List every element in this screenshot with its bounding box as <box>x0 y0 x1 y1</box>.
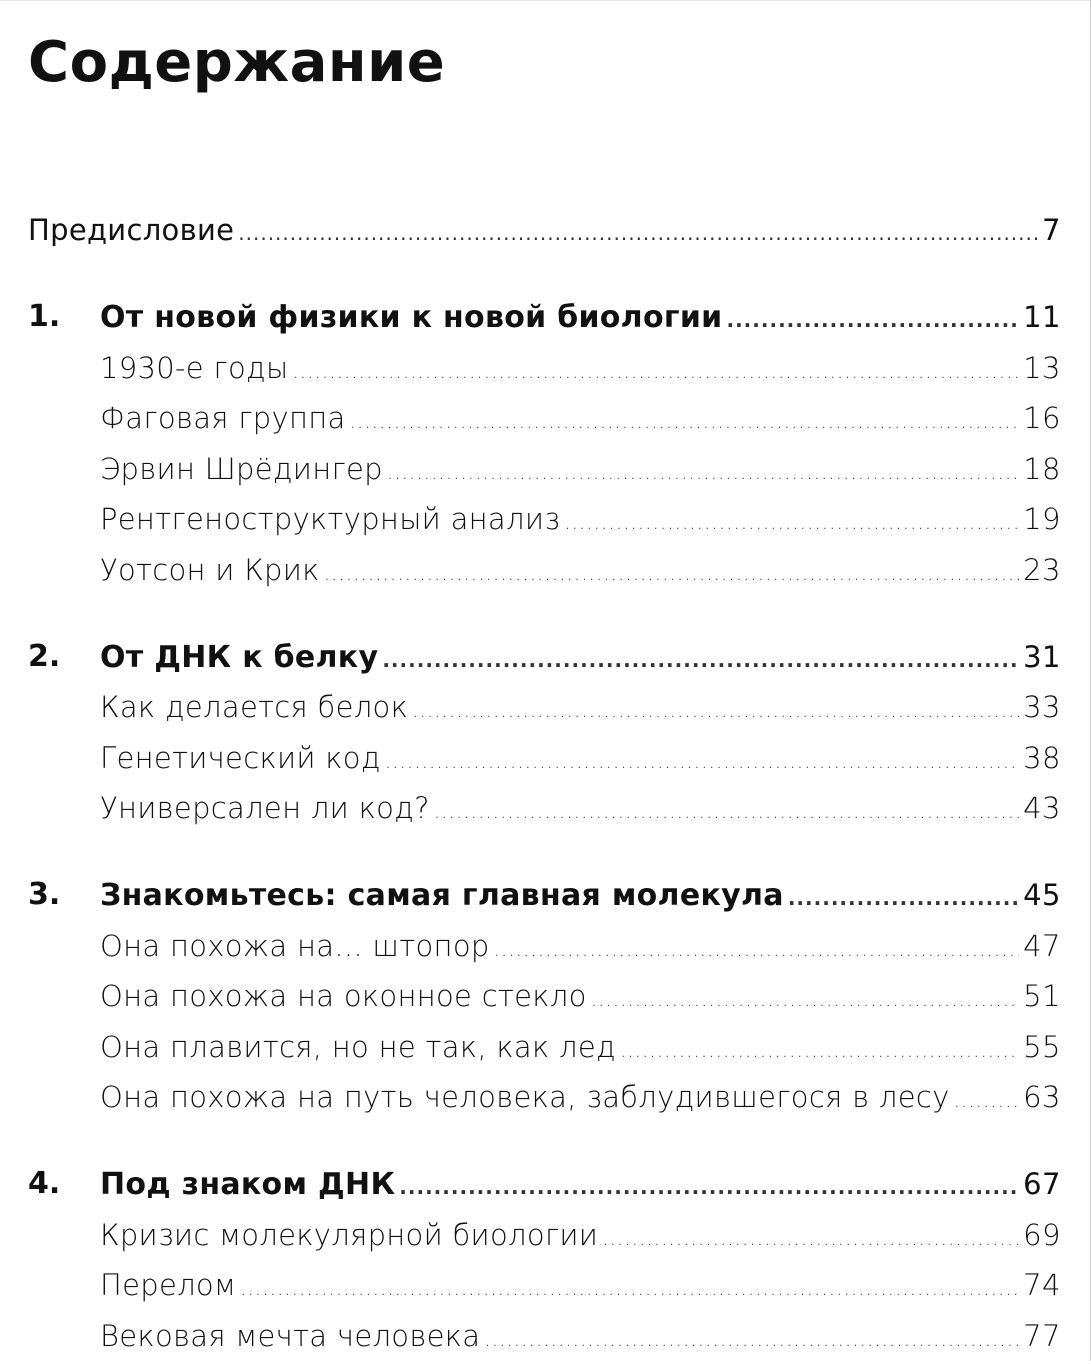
toc-page-number: 55 <box>1023 1029 1061 1064</box>
toc-page-number: 45 <box>1023 878 1061 912</box>
section-title: Она плавится, но не так, как лед <box>100 1029 616 1064</box>
toc-section[interactable] <box>0 971 1091 1022</box>
chapter-title: Знакомьтесь: самая главная молекула <box>100 878 784 913</box>
toc-section[interactable] <box>0 733 1091 784</box>
toc-section[interactable] <box>0 1260 1091 1311</box>
toc-section[interactable] <box>0 393 1091 444</box>
toc-section[interactable] <box>0 921 1091 972</box>
chapter-spacer <box>0 834 1091 871</box>
toc-page-number: 13 <box>1023 350 1061 385</box>
toc-entry-label: Предисловие <box>28 213 235 247</box>
dot-leader <box>788 873 1019 923</box>
toc-page-number: 16 <box>1023 401 1061 435</box>
dot-leader <box>434 786 1019 836</box>
toc-page-number: 19 <box>1023 502 1061 536</box>
chapter-number: 3. <box>28 877 61 912</box>
section-title: Уотсон и Крик <box>100 552 320 587</box>
dot-leader <box>324 548 1019 598</box>
toc-page-number: 31 <box>1023 639 1061 674</box>
section-title: Она похожа на путь человека, заблудившегося в лесу <box>100 1080 950 1114</box>
toc-page-number: 18 <box>1023 451 1061 486</box>
dot-leader <box>564 497 1019 547</box>
dot-leader <box>484 1314 1019 1364</box>
section-title: Эрвин Шрёдингер <box>100 451 383 486</box>
section-title: Рентгеноструктурный анализ <box>100 502 561 536</box>
dot-leader <box>399 1162 1019 1212</box>
toc-page-number: 74 <box>1023 1268 1061 1302</box>
chapter-number: 4. <box>28 1166 61 1201</box>
dot-leader <box>954 1075 1020 1125</box>
toc-section[interactable] <box>0 1210 1091 1261</box>
section-title: Фаговая группа <box>100 401 346 435</box>
toc-chapter-4[interactable] <box>0 1159 1091 1210</box>
section-title: Вековая мечта человека <box>100 1318 481 1353</box>
section-title: Перелом <box>100 1268 237 1302</box>
toc-section[interactable] <box>0 343 1091 394</box>
toc-page-number: 38 <box>1023 740 1061 775</box>
section-title: 1930-е годы <box>100 350 289 385</box>
dot-leader <box>292 346 1019 396</box>
chapter-title: От новой физики к новой биологии <box>100 300 723 335</box>
section-title: Она похожа на оконное стекло <box>100 979 587 1013</box>
dot-leader <box>602 1213 1019 1263</box>
dot-leader <box>591 974 1019 1024</box>
dot-leader <box>385 736 1019 786</box>
dot-leader <box>350 396 1020 446</box>
dot-leader <box>238 208 1038 258</box>
section-title: Кризис молекулярной биологии <box>100 1217 599 1252</box>
page-title: Содержание <box>28 30 446 95</box>
toc-section[interactable] <box>0 1022 1091 1073</box>
chapter-spacer <box>0 1123 1091 1160</box>
toc-page-number: 23 <box>1023 552 1061 587</box>
toc-page-number: 47 <box>1023 928 1061 963</box>
toc-chapter-2[interactable] <box>0 632 1091 683</box>
toc-chapter-3[interactable] <box>0 870 1091 921</box>
table-of-contents <box>0 205 1091 1361</box>
chapter-spacer <box>0 595 1091 632</box>
toc-section[interactable] <box>0 1311 1091 1362</box>
toc-page-number: 69 <box>1023 1217 1061 1252</box>
dot-leader <box>494 924 1020 974</box>
dot-leader <box>387 447 1019 497</box>
toc-page-number: 67 <box>1023 1167 1061 1201</box>
toc-chapter-1[interactable] <box>0 292 1091 343</box>
toc-section[interactable] <box>0 682 1091 733</box>
section-title: Как делается белок <box>100 690 409 724</box>
toc-section[interactable] <box>0 783 1091 834</box>
dot-leader <box>382 635 1019 685</box>
toc-section[interactable] <box>0 545 1091 596</box>
dot-leader <box>620 1025 1019 1075</box>
dot-leader <box>726 295 1019 345</box>
dot-leader <box>240 1263 1019 1313</box>
toc-page-number: 33 <box>1023 690 1061 724</box>
section-title: Она похожа на... штопор <box>100 928 490 963</box>
toc-entry-preface[interactable] <box>0 205 1091 256</box>
chapter-title: От ДНК к белку <box>100 639 379 675</box>
chapter-number: 2. <box>28 638 61 674</box>
section-title: Генетический код <box>100 740 381 775</box>
toc-page-number: 7 <box>1042 213 1061 247</box>
toc-page-number: 63 <box>1023 1080 1061 1114</box>
toc-page-number: 77 <box>1023 1318 1061 1353</box>
toc-section[interactable] <box>0 444 1091 495</box>
section-title: Универсален ли код? <box>100 791 430 825</box>
toc-page-number: 43 <box>1023 791 1061 825</box>
toc-page-number: 11 <box>1023 300 1061 334</box>
toc-page-number: 51 <box>1023 979 1061 1013</box>
chapter-number: 1. <box>28 299 61 334</box>
chapter-spacer <box>0 256 1091 293</box>
dot-leader <box>412 685 1019 735</box>
chapter-title: Под знаком ДНК <box>100 1167 396 1202</box>
toc-section[interactable] <box>0 494 1091 545</box>
toc-section[interactable] <box>0 1072 1091 1123</box>
